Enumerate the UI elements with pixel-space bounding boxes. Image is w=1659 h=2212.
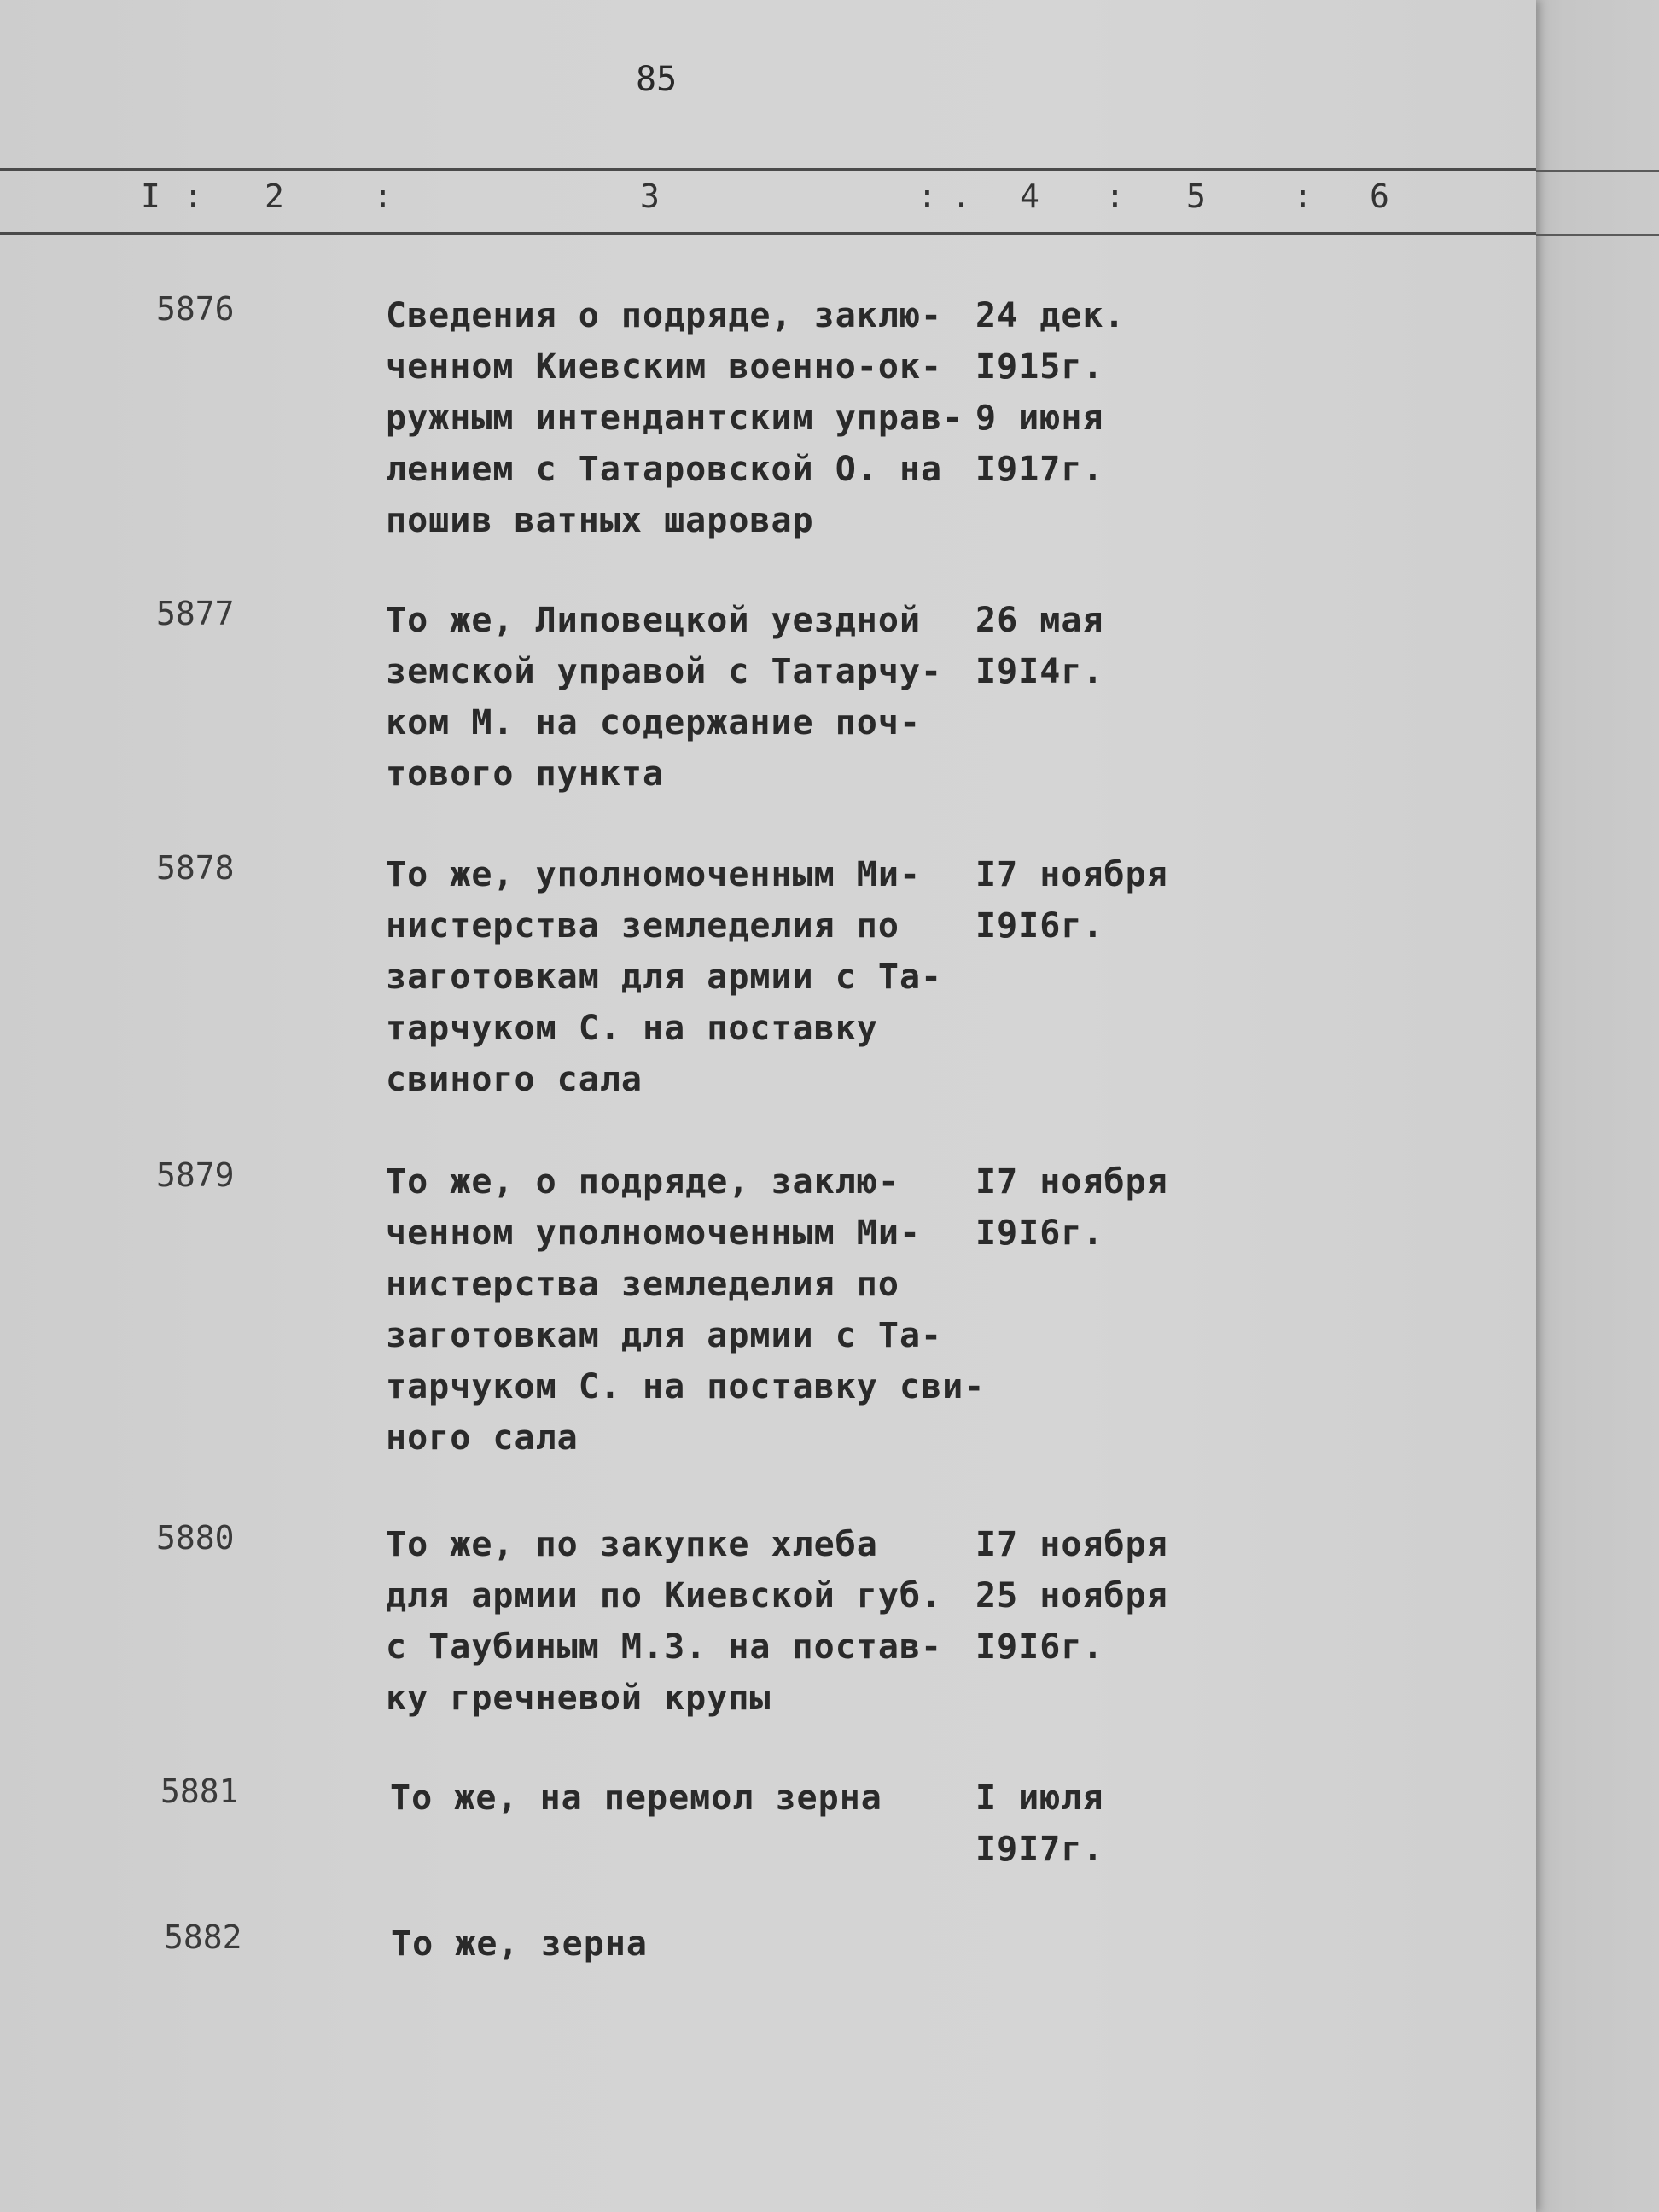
description-line: пошив ватных шаровар (386, 501, 814, 540)
column-separator: : (1293, 178, 1313, 215)
date-line: I7 ноября (975, 855, 1168, 894)
column-separator: : (1105, 178, 1125, 215)
entry-dates (975, 1156, 1168, 1259)
entry-description (386, 595, 942, 800)
description-line: ченном Киевским военно-ок- (386, 347, 943, 387)
date-line: I9I6г. (975, 906, 1104, 946)
header-rule-top-extension (1536, 170, 1659, 172)
entry-number: 5876 (156, 290, 235, 328)
description-line: тового пункта (386, 754, 665, 794)
description-line: Сведения о подряде, заклю- (386, 296, 943, 335)
description-line: тарчуком С. на поставку сви- (386, 1367, 986, 1406)
column-header-4: 4 (1020, 178, 1039, 215)
header-rule-top (0, 168, 1536, 171)
date-line: I7 ноября (975, 1525, 1168, 1564)
description-line: То же, уполномоченным Ми- (386, 855, 922, 894)
entry-dates (975, 595, 1104, 697)
entry-number: 5882 (164, 1918, 242, 1956)
description-line: То же, Липовецкой уездной (386, 601, 922, 640)
date-line: I9I7г. (975, 1830, 1104, 1869)
description-line: для армии по Киевской губ. (386, 1576, 943, 1615)
description-line: ком М. на содержание поч- (386, 703, 922, 742)
date-line: 24 дек. (975, 296, 1126, 335)
date-line: I9I6г. (975, 1214, 1104, 1253)
description-line: ного сала (386, 1418, 579, 1458)
date-line: I917г. (975, 450, 1104, 489)
description-line: ку гречневой крупы (386, 1679, 771, 1718)
description-line: лением с Татаровской О. на (386, 450, 943, 489)
entry-description (386, 1156, 985, 1464)
description-line: То же, по закупке хлеба (386, 1525, 878, 1564)
entry-description (386, 849, 942, 1105)
description-line: тарчуком С. на поставку (386, 1009, 878, 1048)
entry-description (390, 1773, 882, 1824)
entry-dates (975, 849, 1168, 952)
column-separator: : (917, 178, 937, 215)
header-rule-bottom (0, 232, 1536, 235)
date-line: 25 ноября (975, 1576, 1168, 1615)
column-header-5: 5 (1186, 178, 1206, 215)
description-line: ченном уполномоченным Ми- (386, 1214, 922, 1253)
entry-description (386, 1519, 942, 1724)
entry-description (386, 290, 963, 546)
description-line: То же, на перемол зерна (390, 1778, 882, 1818)
description-line: земской управой с Татарчу- (386, 652, 943, 691)
entry-dates (975, 290, 1126, 495)
description-line: нистерства земледелия по (386, 1265, 899, 1304)
description-line: нистерства земледелия по (386, 906, 899, 946)
column-separator: : (373, 178, 393, 215)
entry-number: 5881 (160, 1773, 239, 1810)
description-line: ружным интендантским управ- (386, 399, 964, 438)
description-line: заготовкам для армии с Та- (386, 958, 943, 997)
date-line: I9I4г. (975, 652, 1104, 691)
entry-description (391, 1918, 648, 1970)
date-line: I915г. (975, 347, 1104, 387)
date-line: I9I6г. (975, 1627, 1104, 1667)
header-dot: . (952, 178, 971, 215)
entry-number: 5878 (156, 849, 235, 887)
column-header-1: I (141, 178, 160, 215)
entry-number: 5880 (156, 1519, 235, 1557)
page-number: 85 (636, 60, 678, 99)
column-header-6: 6 (1370, 178, 1389, 215)
date-line: 9 июня (975, 399, 1104, 438)
header-rule-bottom-extension (1536, 234, 1659, 236)
entry-number: 5879 (156, 1156, 235, 1194)
description-line: заготовкам для армии с Та- (386, 1316, 943, 1355)
description-line: То же, зерна (391, 1924, 648, 1964)
date-line: I июля (975, 1778, 1104, 1818)
entry-dates (975, 1773, 1104, 1875)
description-line: То же, о подряде, заклю- (386, 1162, 899, 1202)
date-line: 26 мая (975, 601, 1104, 640)
column-header-2: 2 (265, 178, 284, 215)
column-separator: : (183, 178, 203, 215)
underlying-page-edge (1522, 0, 1659, 2212)
description-line: свиного сала (386, 1060, 643, 1099)
entry-number: 5877 (156, 595, 235, 632)
entry-dates (975, 1519, 1168, 1673)
column-header-3: 3 (640, 178, 660, 215)
description-line: с Таубиным М.З. на постав- (386, 1627, 943, 1667)
date-line: I7 ноября (975, 1162, 1168, 1202)
